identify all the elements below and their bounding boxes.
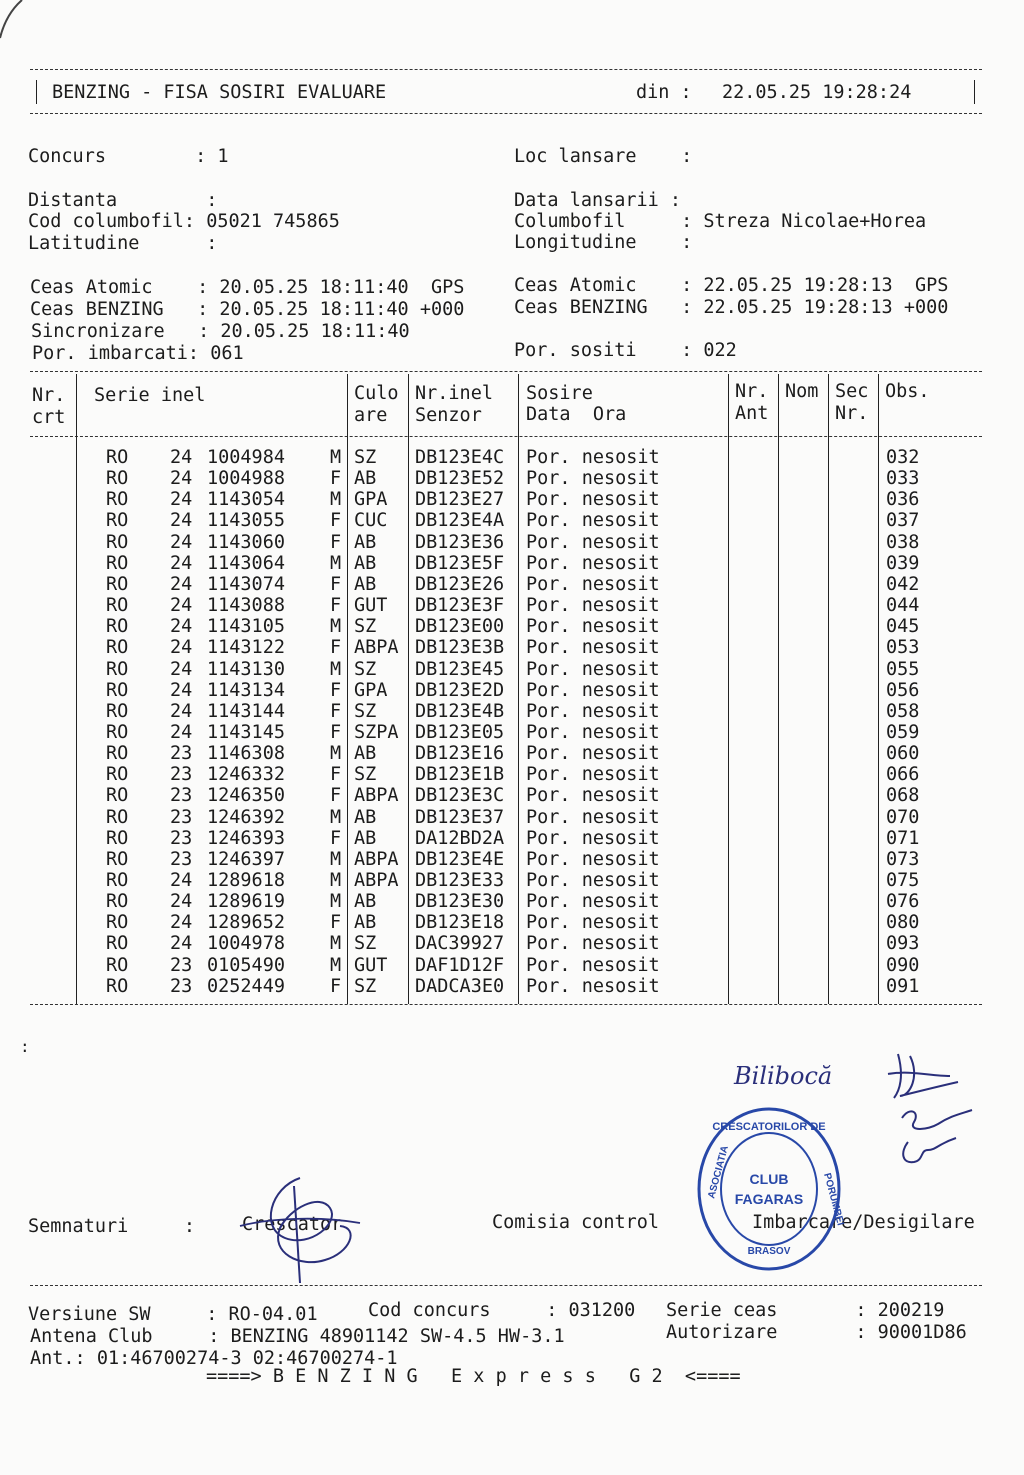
- ring-number: 1289618: [207, 870, 285, 891]
- longitudine-field: Longitudine :: [514, 232, 693, 253]
- ring-number: 1143088: [207, 595, 285, 617]
- observation: 080: [886, 912, 920, 934]
- observation: 033: [886, 468, 920, 490]
- color-code: ABPA: [354, 870, 399, 891]
- observation: 038: [886, 531, 920, 553]
- por-imbarcati-field: Por. imbarcati: 061: [32, 343, 244, 364]
- table-top-border: [30, 371, 982, 372]
- ring-number: 1004984: [207, 447, 285, 468]
- ring-year: 24: [170, 468, 193, 490]
- sex: M: [330, 489, 342, 511]
- color-code: GUT: [354, 595, 388, 617]
- table-row: [0, 912, 1024, 933]
- ring-year: 23: [170, 806, 193, 828]
- ring-country: RO: [106, 975, 129, 997]
- sensor-ring: DB123E4A: [415, 510, 505, 532]
- table-row: [0, 616, 1024, 637]
- sex: F: [330, 785, 342, 807]
- ring-country: RO: [106, 531, 129, 553]
- cod-columbofil-field: Cod columbofil: 05021 745865: [28, 211, 340, 232]
- table-row: [0, 870, 1024, 891]
- color-code: ABPA: [354, 637, 399, 659]
- ring-country: RO: [106, 827, 129, 849]
- color-code: AB: [354, 468, 377, 490]
- table-row: [0, 510, 1024, 531]
- observation: 045: [886, 616, 920, 638]
- table-row: [0, 468, 1024, 489]
- header-crt: crt: [32, 407, 66, 428]
- ring-number: 1143144: [207, 700, 285, 722]
- sensor-ring: DB123E16: [415, 743, 505, 765]
- sensor-ring: DB123E3B: [415, 637, 505, 659]
- sex: F: [330, 827, 342, 849]
- ring-year: 24: [170, 912, 193, 934]
- crescator-signature: [230, 1168, 370, 1288]
- observation: 091: [886, 975, 920, 997]
- sensor-ring: DB123E52: [415, 468, 505, 490]
- ring-country: RO: [106, 468, 129, 490]
- header-top-border: [30, 69, 982, 70]
- observation: 037: [886, 510, 920, 532]
- arrival-status: Por. nesosit: [526, 933, 660, 955]
- arrival-status: Por. nesosit: [526, 806, 660, 828]
- loc-lansare-field: Loc lansare :: [514, 146, 693, 167]
- ring-number: 1143054: [207, 489, 285, 511]
- color-code: SZ: [354, 975, 377, 997]
- margin-mark: :: [20, 1037, 30, 1056]
- sex: F: [330, 468, 342, 490]
- sensor-ring: DB123E5F: [415, 552, 505, 574]
- ring-year: 24: [170, 933, 193, 955]
- arrival-status: Por. nesosit: [526, 721, 660, 743]
- header-nr-ant-1: Nr.: [735, 381, 769, 402]
- arrival-status: Por. nesosit: [526, 510, 660, 532]
- arrival-status: Por. nesosit: [526, 891, 660, 913]
- sex: M: [330, 891, 342, 913]
- ring-number: 1143055: [207, 510, 285, 532]
- ring-number: 1004988: [207, 468, 285, 490]
- ring-number: 1246332: [207, 764, 285, 786]
- color-code: AB: [354, 743, 377, 765]
- color-code: AB: [354, 891, 377, 913]
- arrival-status: Por. nesosit: [526, 743, 660, 765]
- ring-number: 1143105: [207, 616, 285, 638]
- color-code: SZ: [354, 616, 377, 638]
- sex: F: [330, 679, 342, 701]
- antenna-ids: Ant.: 01:46700274-3 02:46700274-1: [30, 1348, 398, 1369]
- signature-crescator-label: Crescator: [242, 1214, 343, 1235]
- header-serie-inel: Serie inel: [94, 385, 206, 406]
- latitudine-field: Latitudine :: [28, 233, 218, 254]
- color-code: GUT: [354, 954, 388, 976]
- sensor-ring: DB123E3C: [415, 785, 505, 807]
- ring-year: 24: [170, 489, 193, 511]
- table-row: [0, 807, 1024, 828]
- sensor-ring: DAF1D12F: [415, 954, 505, 976]
- arrival-status: Por. nesosit: [526, 975, 660, 997]
- sensor-ring: DB123E4C: [415, 447, 505, 468]
- sex: F: [330, 721, 342, 743]
- table-row: [0, 955, 1024, 976]
- color-code: GPA: [354, 489, 388, 511]
- observation: 071: [886, 827, 920, 849]
- page-corner-mark: [0, 0, 30, 40]
- ring-year: 23: [170, 975, 193, 997]
- ring-country: RO: [106, 595, 129, 617]
- ring-country: RO: [106, 510, 129, 532]
- color-code: SZPA: [354, 721, 399, 743]
- ring-country: RO: [106, 658, 129, 680]
- concurs-field: Concurs : 1: [28, 146, 229, 167]
- svg-text:ASOCIATIA: ASOCIATIA: [706, 1144, 731, 1200]
- date-label: din :: [636, 82, 692, 103]
- arrival-status: Por. nesosit: [526, 468, 660, 490]
- sensor-ring: DB123E4B: [415, 700, 505, 722]
- header-nr-inel-2: Senzor: [415, 405, 482, 426]
- color-code: CUC: [354, 510, 388, 532]
- ring-year: 23: [170, 743, 193, 765]
- observation: 066: [886, 764, 920, 786]
- ring-country: RO: [106, 447, 129, 468]
- sensor-ring: DB123E36: [415, 531, 505, 553]
- color-code: SZ: [354, 764, 377, 786]
- observation: 075: [886, 870, 920, 891]
- ring-year: 23: [170, 764, 193, 786]
- header-sosire-1: Sosire: [526, 383, 593, 404]
- table-row: [0, 553, 1024, 574]
- sensor-ring: DB123E45: [415, 658, 505, 680]
- color-code: GPA: [354, 679, 388, 701]
- sex: F: [330, 700, 342, 722]
- ring-country: RO: [106, 573, 129, 595]
- table-row: [0, 489, 1024, 510]
- observation: 042: [886, 573, 920, 595]
- ring-country: RO: [106, 616, 129, 638]
- commission-signatures: [880, 1046, 980, 1176]
- observation: 036: [886, 489, 920, 511]
- sincronizare-field: Sincronizare : 20.05.25 18:11:40: [31, 321, 410, 342]
- ring-year: 24: [170, 595, 193, 617]
- color-code: AB: [354, 573, 377, 595]
- observation: 060: [886, 743, 920, 765]
- arrival-status: Por. nesosit: [526, 637, 660, 659]
- ceas-atomic-left: Ceas Atomic : 20.05.25 18:11:40 GPS: [30, 277, 465, 298]
- sex: M: [330, 743, 342, 765]
- sensor-ring: DB123E27: [415, 489, 505, 511]
- color-code: SZ: [354, 700, 377, 722]
- sex: M: [330, 806, 342, 828]
- svg-text:FAGARAS: FAGARAS: [734, 1191, 804, 1207]
- header-nr-inel-1: Nr.inel: [415, 383, 493, 404]
- sex: M: [330, 933, 342, 955]
- arrival-status: Por. nesosit: [526, 954, 660, 976]
- color-code: ABPA: [354, 848, 399, 870]
- ring-year: 24: [170, 658, 193, 680]
- table-row: [0, 680, 1024, 701]
- color-code: AB: [354, 827, 377, 849]
- ring-year: 24: [170, 510, 193, 532]
- ring-country: RO: [106, 552, 129, 574]
- arrival-status: Por. nesosit: [526, 616, 660, 638]
- sensor-ring: DB123E00: [415, 616, 505, 638]
- table-row: [0, 659, 1024, 680]
- observation: 070: [886, 806, 920, 828]
- ring-number: 1246350: [207, 785, 285, 807]
- observation: 044: [886, 595, 920, 617]
- sex: F: [330, 595, 342, 617]
- benzing-express-banner: ====> B E N Z I N G E x p r e s s G 2 <====: [206, 1366, 741, 1387]
- observation: 090: [886, 954, 920, 976]
- cod-concurs-field: Cod concurs : 031200: [368, 1300, 636, 1321]
- sensor-ring: DB123E18: [415, 912, 505, 934]
- table-row: [0, 637, 1024, 658]
- observation: 032: [886, 447, 920, 468]
- svg-text:CLUB: CLUB: [749, 1171, 789, 1187]
- header-bottom-border: [30, 113, 982, 114]
- ring-year: 23: [170, 785, 193, 807]
- table-row: [0, 849, 1024, 870]
- sex: F: [330, 531, 342, 553]
- ring-number: 1143122: [207, 637, 285, 659]
- sex: F: [330, 637, 342, 659]
- table-row: [0, 743, 1024, 764]
- sex: F: [330, 573, 342, 595]
- ring-year: 24: [170, 447, 193, 468]
- table-row: [0, 701, 1024, 722]
- table-bottom-border: [30, 1004, 982, 1005]
- ceas-benzing-right: Ceas BENZING : 22.05.25 19:28:13 +000: [514, 297, 949, 318]
- signatures-label: Semnaturi :: [28, 1216, 196, 1237]
- ring-year: 24: [170, 531, 193, 553]
- observation: 068: [886, 785, 920, 807]
- sensor-ring: DAC39927: [415, 933, 505, 955]
- arrival-status: Por. nesosit: [526, 531, 660, 553]
- table-row: [0, 532, 1024, 553]
- ring-number: 1246397: [207, 848, 285, 870]
- ring-year: 23: [170, 848, 193, 870]
- sensor-ring: DB123E3F: [415, 595, 505, 617]
- ring-number: 1143064: [207, 552, 285, 574]
- sex: M: [330, 552, 342, 574]
- ring-year: 24: [170, 637, 193, 659]
- sex: M: [330, 870, 342, 891]
- arrival-status: Por. nesosit: [526, 827, 660, 849]
- sex: F: [330, 975, 342, 997]
- ring-country: RO: [106, 637, 129, 659]
- data-lansarii-field: Data lansarii :: [514, 190, 682, 211]
- table-row: [0, 785, 1024, 806]
- color-code: AB: [354, 531, 377, 553]
- sensor-ring: DB123E37: [415, 806, 505, 828]
- distanta-field: Distanta :: [28, 190, 218, 211]
- observation: 058: [886, 700, 920, 722]
- svg-text:BRASOV: BRASOV: [747, 1246, 791, 1257]
- sex: M: [330, 658, 342, 680]
- handwritten-name: Bilibocă: [734, 1062, 833, 1090]
- ring-number: 1004978: [207, 933, 285, 955]
- arrival-status: Por. nesosit: [526, 573, 660, 595]
- ring-number: 1143074: [207, 573, 285, 595]
- ring-country: RO: [106, 933, 129, 955]
- ring-year: 24: [170, 679, 193, 701]
- sex: F: [330, 764, 342, 786]
- header-culoare-2: are: [354, 405, 388, 426]
- ring-number: 1143060: [207, 531, 285, 553]
- arrival-status: Por. nesosit: [526, 658, 660, 680]
- table-row: [0, 447, 1024, 468]
- table-row: [0, 764, 1024, 785]
- ring-year: 24: [170, 700, 193, 722]
- print-datetime: 22.05.25 19:28:24: [722, 82, 912, 103]
- ring-country: RO: [106, 891, 129, 913]
- ring-number: 1246393: [207, 827, 285, 849]
- ceas-atomic-right: Ceas Atomic : 22.05.25 19:28:13 GPS: [514, 275, 949, 296]
- svg-text:PORUMBEI: PORUMBEI: [821, 1171, 846, 1227]
- ring-country: RO: [106, 806, 129, 828]
- sensor-ring: DB123E1B: [415, 764, 505, 786]
- sensor-ring: DB123E2D: [415, 679, 505, 701]
- color-code: SZ: [354, 447, 377, 468]
- ceas-benzing-left: Ceas BENZING : 20.05.25 18:11:40 +000: [30, 299, 465, 320]
- sensor-ring: DA12BD2A: [415, 827, 505, 849]
- observation: 059: [886, 721, 920, 743]
- table-row: [0, 891, 1024, 912]
- document-title: BENZING - FISA SOSIRI EVALUARE: [52, 82, 387, 103]
- serie-ceas-field: Serie ceas : 200219: [666, 1300, 945, 1321]
- table-row: [0, 595, 1024, 616]
- versiune-sw-field: Versiune SW : RO-04.01: [28, 1304, 318, 1325]
- ring-country: RO: [106, 489, 129, 511]
- table-row: [0, 976, 1024, 997]
- signature-comisia-label: Comisia control: [492, 1212, 660, 1233]
- arrival-status: Por. nesosit: [526, 489, 660, 511]
- ring-year: 24: [170, 573, 193, 595]
- observation: 039: [886, 552, 920, 574]
- columbofil-field: Columbofil : Streza Nicolae+Horea: [514, 211, 927, 232]
- arrival-status: Por. nesosit: [526, 848, 660, 870]
- ring-year: 24: [170, 552, 193, 574]
- ring-number: 0252449: [207, 975, 285, 997]
- ring-year: 24: [170, 870, 193, 891]
- table-row: [0, 828, 1024, 849]
- ring-country: RO: [106, 785, 129, 807]
- sex: F: [330, 912, 342, 934]
- ring-number: 1143130: [207, 658, 285, 680]
- header-nom: Nom: [785, 381, 819, 402]
- ring-number: 0105490: [207, 954, 285, 976]
- sex: M: [330, 954, 342, 976]
- header-sosire-2: Data Ora: [526, 404, 627, 425]
- color-code: SZ: [354, 933, 377, 955]
- observation: 076: [886, 891, 920, 913]
- color-code: AB: [354, 552, 377, 574]
- sex: M: [330, 447, 342, 468]
- arrival-status: Por. nesosit: [526, 552, 660, 574]
- table-row: [0, 574, 1024, 595]
- arrival-status: Por. nesosit: [526, 912, 660, 934]
- ring-year: 23: [170, 954, 193, 976]
- arrival-status: Por. nesosit: [526, 447, 660, 468]
- header-left-border: [36, 80, 37, 104]
- header-culoare-1: Culo: [354, 383, 399, 404]
- ring-number: 1246392: [207, 806, 285, 828]
- arrival-status: Por. nesosit: [526, 870, 660, 891]
- sensor-ring: DB123E05: [415, 721, 505, 743]
- ring-country: RO: [106, 848, 129, 870]
- club-stamp: [696, 1104, 846, 1274]
- ring-year: 24: [170, 891, 193, 913]
- header-right-border: [974, 80, 975, 104]
- ring-country: RO: [106, 721, 129, 743]
- sex: M: [330, 616, 342, 638]
- antena-club-field: Antena Club : BENZING 48901142 SW-4.5 HW-3.1: [30, 1326, 565, 1347]
- observation: 093: [886, 933, 920, 955]
- header-sec-2: Nr.: [835, 403, 869, 424]
- header-obs: Obs.: [885, 381, 930, 402]
- footer-border: [30, 1285, 982, 1286]
- svg-text:CRESCATORILOR DE: CRESCATORILOR DE: [712, 1121, 826, 1133]
- ring-number: 1289652: [207, 912, 285, 934]
- ring-country: RO: [106, 700, 129, 722]
- ring-year: 24: [170, 721, 193, 743]
- sensor-ring: DADCA3E0: [415, 975, 505, 997]
- color-code: AB: [354, 806, 377, 828]
- arrival-status: Por. nesosit: [526, 595, 660, 617]
- por-sositi-field: Por. sositi : 022: [514, 340, 737, 361]
- sensor-ring: DB123E30: [415, 891, 505, 913]
- sensor-ring: DB123E4E: [415, 848, 505, 870]
- arrival-status: Por. nesosit: [526, 679, 660, 701]
- observation: 073: [886, 848, 920, 870]
- ring-country: RO: [106, 870, 129, 891]
- table-row: [0, 722, 1024, 743]
- ring-country: RO: [106, 679, 129, 701]
- observation: 055: [886, 658, 920, 680]
- ring-number: 1143145: [207, 721, 285, 743]
- sex: M: [330, 848, 342, 870]
- observation: 056: [886, 679, 920, 701]
- ring-number: 1146308: [207, 743, 285, 765]
- ring-number: 1143134: [207, 679, 285, 701]
- table-row: [0, 933, 1024, 954]
- color-code: SZ: [354, 658, 377, 680]
- ring-country: RO: [106, 912, 129, 934]
- autorizare-field: Autorizare : 90001D86: [666, 1322, 967, 1343]
- ring-number: 1289619: [207, 891, 285, 913]
- ring-country: RO: [106, 764, 129, 786]
- header-nr-ant-2: Ant: [735, 403, 769, 424]
- ring-country: RO: [106, 954, 129, 976]
- sensor-ring: DB123E33: [415, 870, 505, 891]
- header-nr: Nr.: [32, 385, 66, 406]
- ring-year: 23: [170, 827, 193, 849]
- header-sec-1: Sec: [835, 381, 869, 402]
- ring-country: RO: [106, 743, 129, 765]
- sensor-ring: DB123E26: [415, 573, 505, 595]
- arrival-status: Por. nesosit: [526, 700, 660, 722]
- color-code: ABPA: [354, 785, 399, 807]
- arrival-status: Por. nesosit: [526, 764, 660, 786]
- sex: F: [330, 510, 342, 532]
- arrival-status: Por. nesosit: [526, 785, 660, 807]
- color-code: AB: [354, 912, 377, 934]
- observation: 053: [886, 637, 920, 659]
- ring-year: 24: [170, 616, 193, 638]
- table-header-border: [30, 436, 982, 437]
- signature-imbarcare-label: Imbarcare/Desigilare: [752, 1212, 975, 1233]
